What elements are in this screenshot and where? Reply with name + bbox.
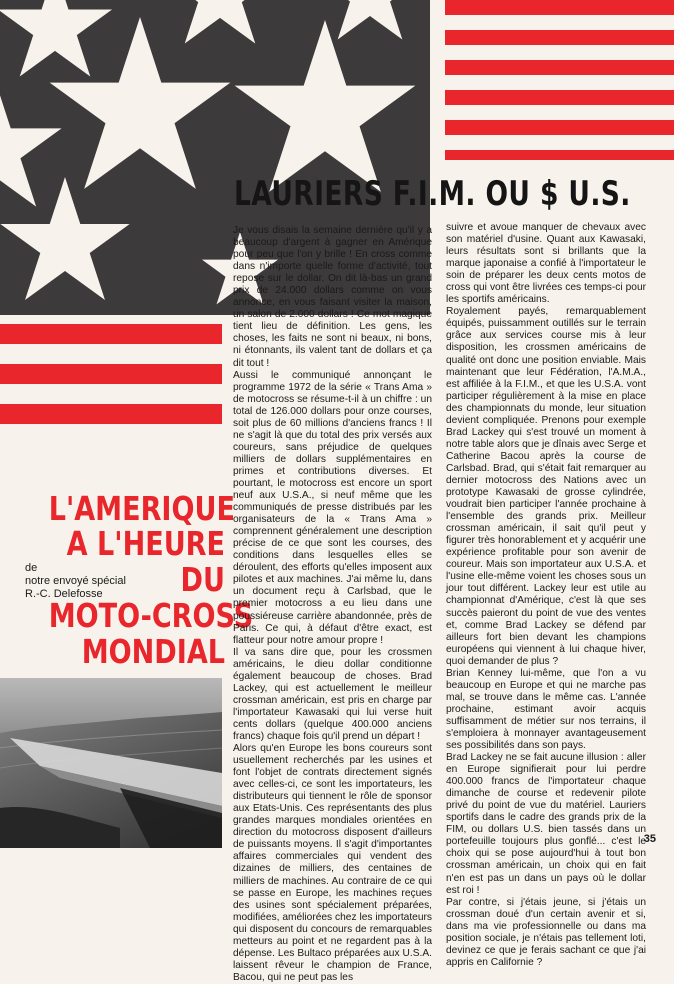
byline-prefix: de bbox=[25, 562, 38, 574]
paragraph: Royalement payés, remarquablement équipés, puissamment outillés sur le terrain grâce aux services course mis à leur disposition, les crossmen américains de qualité ont donc une position enviable. Mais maintenant que leur Fédération, l'A.M.A., est affiliée à la F.I.M., et que les U.S.A. vont participer régulièrement à la mise en place des championnats du monde, leur situation devient compliquée. Prenons pour exemple Brad Lackey qui s'est trouvé un moment à notre table alors que je dînais avec Serge et Catherine Bacou après la course de Carlsbad. Brad, qui s'était fait remarquer au dernier motocross des Nations avec un prototype Kawasaki de grosse cylindrée, voudrait bien participer l'année prochaine à l'ensemble des grands prix. Meilleur crossman américain, il sait qu'il peut y figurer très honorablement et y acquérir une expérience profitable pour son avenir de coureur. Mais son importateur aux U.S.A. et l'usine elle-même voient les choses sous un jour tout différent. Lackey leur est utile au championnat d'Amérique, c'est là que ses succès paieront du point de vue des ventes et, comme Brad Lackey se défend par ailleurs fort bien devant les champions européens qui viennent à lui chaque hiver, quoi demander de plus ? bbox=[446, 306, 646, 667]
aerial-landscape-photo bbox=[0, 678, 222, 848]
byline bbox=[25, 562, 175, 601]
star-icon bbox=[163, 0, 277, 44]
paragraph: Il va sans dire que, pour les crossmen américains, le dieu dollar conditionne également beaucoup de choses. Brad Lackey, qui est actuellement le meilleur crossman américain, est pris en charge par l'importateur Kawasaki qui lui verse huit cents dollars (quelque 400.000 anciens francs) chaque fois qu'il prend un départ ! bbox=[233, 646, 432, 742]
paragraph: Brian Kenney lui-même, que l'on a vu beaucoup en Europe et qui ne marche pas mal, se trouve dans le même cas. L'année prochaine, estimant avoir acquis suffisamment de métier sur nos terrains, il s'emploiera à monnayer avantageusement ses possibilités dans son pays. bbox=[446, 667, 646, 752]
article-column-left bbox=[233, 225, 432, 984]
photo-graphic bbox=[0, 678, 222, 848]
paragraph: Brad Lackey ne se fait aucune illusion : aller en Europe signifierait pour lui perdre 400.000 francs de l'importateur chaque dimanche de course et redevenir pilote privé du point de vue du matériel. Lauriers sportifs dans le cadre des grands prix de la FIM, ou dollars U.S. bien tassés dans un portefeuille toujours plus gonflé... c'est le choix qui se pose aujourd'hui à tout bon crossman américain, un choix qui en fait n'en est pas un dans un pays où le dollar est roi ! bbox=[446, 752, 646, 896]
paragraph: suivre et avoue manquer de chevaux avec son matériel d'usine. Quant aux Kawasaki, leurs résultats sont si brillants que la marque japonaise a confié à l'importateur le soin de préparer les deux cents motos de cross qui vont être livrées ces temps-ci pour les sportifs américains. bbox=[446, 222, 646, 306]
headline-line-3: DU bbox=[180, 560, 225, 599]
flag-stripes-top-right bbox=[445, 0, 674, 160]
article-title: LAURIERS F.I.M. OU $ U.S. bbox=[234, 174, 631, 214]
byline-author: R.-C. Delefosse bbox=[25, 588, 103, 600]
page-number: 35 bbox=[643, 833, 656, 845]
headline-line-2: A L'HEURE bbox=[66, 524, 225, 563]
headline-line-5: MONDIAL bbox=[81, 632, 225, 671]
star-icon bbox=[318, 0, 423, 39]
headline-line-4: MOTO-CROSS bbox=[48, 596, 254, 635]
paragraph: Par contre, si j'étais jeune, si j'étais un crossman doué d'un certain avenir et si, dans ma vie professionnelle ou dans ma position sociale, je n'étais pas tellement loti, devinez ce que je ferais sachant ce que j'ai appris en Californie ? bbox=[446, 896, 646, 968]
paragraph: Je vous disais la semaine dernière qu'il y a beaucoup d'argent à gagner en Amérique pour peu que l'on y brille ! En cross comme dans n'importe quelle forme d'activité, tout repose sur le dollar. On dit là-bas un grand prix de 24.000 dollars comme on vous annonce, en vous faisant visiter la maison, un salon de 2.000 dollars ! Ce mot magique tient lieu de définition. Les gens, les choses, les faits ne sont ni beaux, ni bons, ni étonnants, ils valent tant de dollars et ça dit tout ! bbox=[233, 225, 432, 369]
star-icon bbox=[0, 0, 112, 77]
star-icon bbox=[235, 20, 416, 192]
byline-role: notre envoyé spécial bbox=[25, 575, 126, 587]
star-icon bbox=[0, 177, 129, 300]
star-icon bbox=[0, 80, 62, 207]
headline-line-1: L'AMERIQUE bbox=[48, 489, 235, 528]
paragraph: Aussi le communiqué annonçant le programme 1972 de la série « Trans Ama » de motocross se résume-t-il à un chiffre : un total de 126.000 dollars pour onze courses, soit plus de 60 millions d'anciens francs ! Il ne s'agit là que du total des prix versés aux coureurs, sans préjudice de quelques milliers de dollars supplémentaires en primes et contributions diverses. Et pourtant, le motocross est encore un sport neuf aux U.S.A., si neuf même que les communiqués de presse distribués par les organisateurs de la « Trans Ama » comprennent généralement une description précise de ce que sont les courses, des conditions dans lesquelles elles se déroulent, des efforts qu'elles imposent aux pilotes et aux machines. J'ai même lu, dans un document reçu à Carlsbad, que le premier motocross a eu lieu dans une poussiéreuse carrière abandonnée, près de Paris. Ce qui, à défaut d'être exact, est flatteur pour notre amour propre ! bbox=[233, 369, 432, 646]
flag-stripes-left bbox=[0, 324, 222, 440]
paragraph: Alors qu'en Europe les bons coureurs sont usuellement recherchés par les usines et font l'objet de contrats directement signés avec celles-ci, ce sont les importateurs, les distributeurs qui tiennent le rôle de sponsor aux Etats-Unis. Ces représentants des plus grandes marques mondiales orientées en direction du motocross disposent d'ailleurs de puissants moyens. Il s'agit d'importantes affaires commerciales qui vendent des dizaines de milliers, des centaines de milliers de machines. Au contraire de ce qui se passe en Europe, les machines reçues des usines sont spécialement préparées, modifiées, améliorées chez les importateurs qui disposent du concours de remarquables metteurs au point et ne regardent pas à la dépense. Les Bultaco préparées aux U.S.A. laissent rêveur le champion de France, Bacou, qui ne peut pas les bbox=[233, 743, 432, 983]
